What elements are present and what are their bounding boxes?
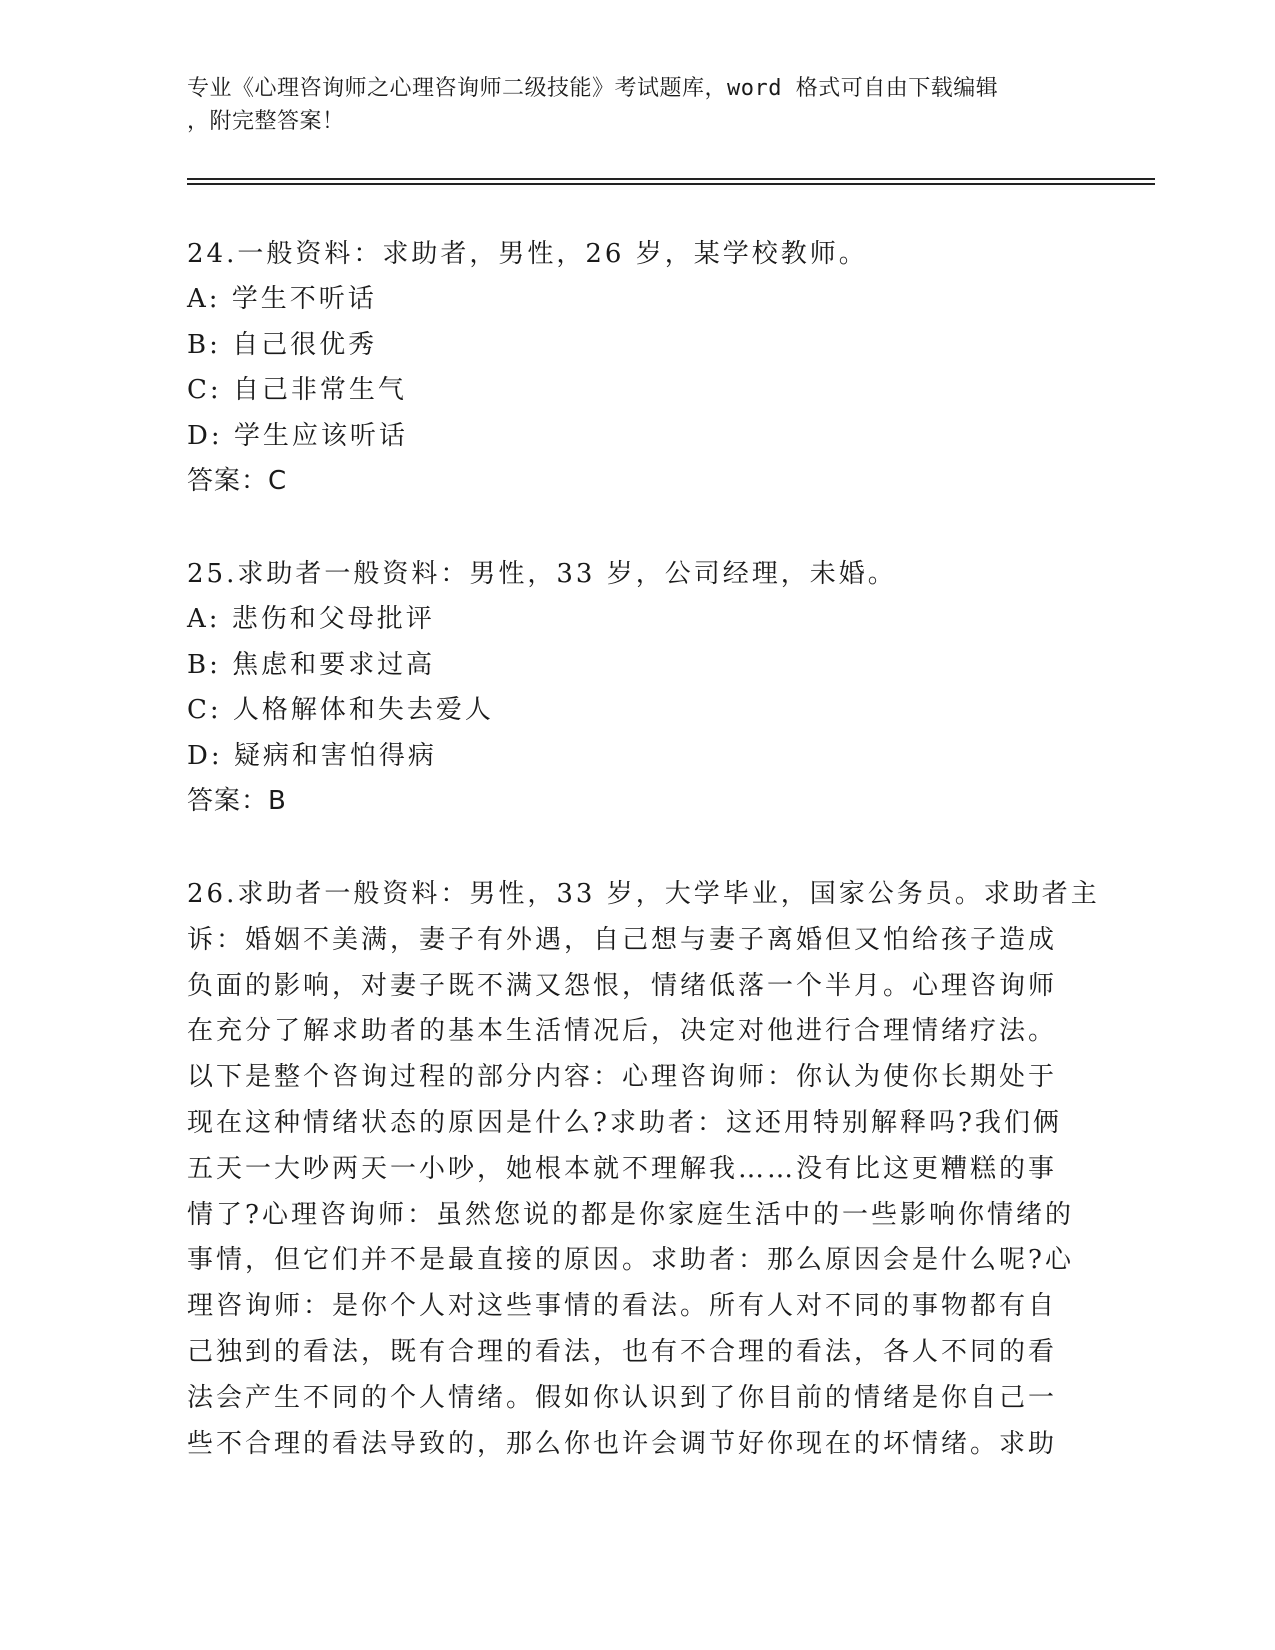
option-b: B: 自己很优秀 [187, 329, 378, 360]
option-b: B: 焦虑和要求过高 [187, 649, 436, 680]
question-text-line: 26.求助者一般资料：男性，33 岁，大学毕业，国家公务员。求助者主 [187, 879, 1100, 909]
answer-line: 答案：C [187, 466, 288, 496]
document-header [187, 72, 1067, 138]
option-d: D: 学生应该听话 [187, 420, 408, 451]
option-d: D: 疑病和害怕得病 [187, 740, 437, 771]
question-text-line: 理咨询师：是你个人对这些事情的看法。所有人对不同的事物都有自 [187, 1291, 1058, 1322]
answer-line: 答案：B [187, 786, 287, 816]
header-line-1: 专业《心理咨询师之心理咨询师二级技能》考试题库，word 格式可自由下载编辑 [187, 76, 999, 101]
question-text-line: 法会产生不同的个人情绪。假如你认识到了你目前的情绪是你自己一 [187, 1382, 1058, 1413]
question-25 [187, 552, 1087, 824]
question-text-line: 在充分了解求助者的基本生活情况后，决定对他进行合理情绪疗法。 [187, 1016, 1058, 1047]
question-text-line: 事情，但它们并不是最直接的原因。求助者：那么原因会是什么呢?心 [187, 1245, 1074, 1276]
option-c: C: 自己非常生气 [187, 375, 407, 405]
question-text-line: 现在这种情绪状态的原因是什么?求助者：这还用特别解释吗?我们俩 [187, 1107, 1062, 1138]
question-stem: 25.求助者一般资料：男性，33 岁，公司经理，未婚。 [187, 559, 897, 589]
question-text-line: 己独到的看法，既有合理的看法，也有不合理的看法，各人不同的看 [187, 1336, 1058, 1367]
question-text-line: 情了?心理咨询师：虽然您说的都是你家庭生活中的一些影响你情绪的 [187, 1199, 1074, 1230]
header-divider-bottom [187, 183, 1155, 185]
question-stem: 24.一般资料：求助者，男性，26 岁，某学校教师。 [187, 239, 868, 269]
question-text-line: 五天一大吵两天一小吵，她根本就不理解我……没有比这更糟糕的事 [187, 1153, 1058, 1184]
question-text-line: 诉：婚姻不美满，妻子有外遇，自己想与妻子离婚但又怕给孩子造成 [187, 924, 1058, 955]
question-text-line: 以下是整个咨询过程的部分内容：心理咨询师：你认为使你长期处于 [187, 1062, 1058, 1093]
option-a: A: 悲伤和父母批评 [187, 604, 435, 634]
question-text-line: 些不合理的看法导致的，那么你也许会调节好你现在的坏情绪。求助 [187, 1428, 1058, 1459]
header-divider-top [187, 178, 1155, 180]
header-line-2: ，附完整答案！ [187, 109, 345, 134]
option-a: A: 学生不听话 [187, 284, 377, 314]
option-c: C: 人格解体和失去爱人 [187, 695, 494, 725]
question-24 [187, 232, 1087, 504]
question-text-line: 负面的影响，对妻子既不满又怨恨，情绪低落一个半月。心理咨询师 [187, 970, 1058, 1001]
question-26 [187, 872, 1100, 1467]
